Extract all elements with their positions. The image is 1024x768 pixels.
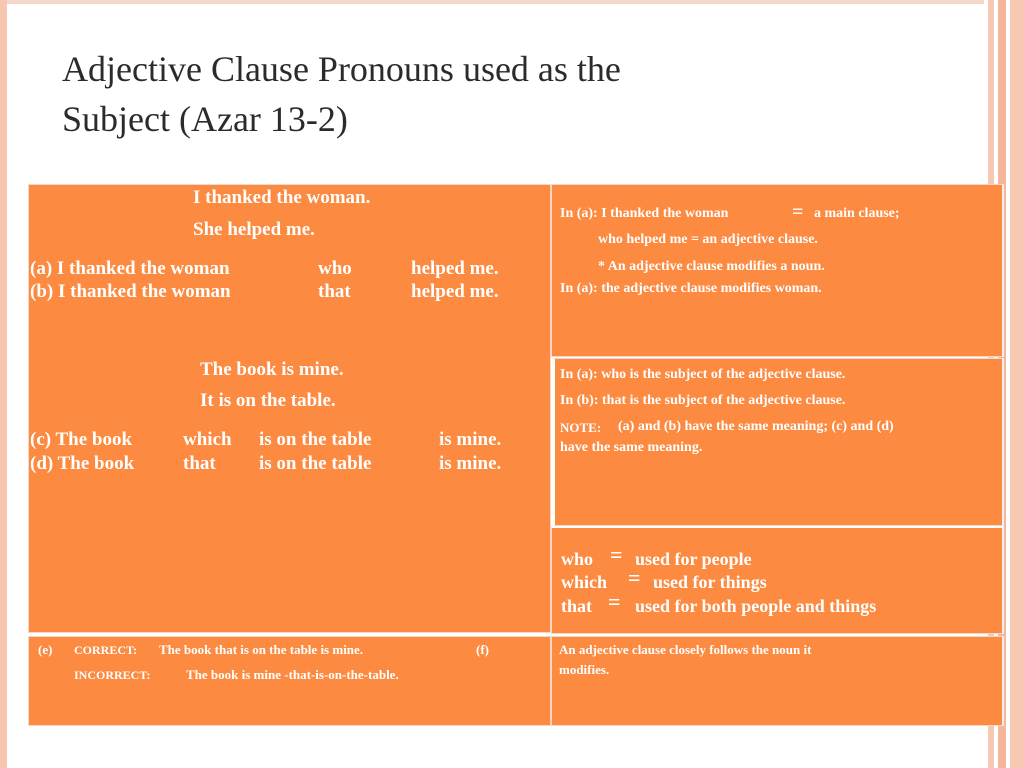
- sentence-4: It is on the table.: [200, 390, 336, 411]
- r2-line1: In (a): who is the subject of the adjective clause.: [560, 367, 846, 382]
- rule-line1: An adjective clause closely follows the noun it: [559, 642, 812, 657]
- r1-line1-end: a main clause;: [814, 206, 900, 221]
- which-definition: used for things: [653, 572, 767, 592]
- r1-line4: In (a): the adjective clause modifies woman.: [560, 281, 822, 296]
- example-b-pronoun: that: [318, 281, 351, 302]
- r2-note-label: NOTE:: [560, 420, 602, 435]
- example-d-pronoun: that: [183, 453, 216, 474]
- r1-equals-sign: =: [792, 201, 804, 223]
- examples-panel: [28, 184, 551, 633]
- r2-note-line2: have the same meaning.: [560, 440, 703, 455]
- slide-title: [62, 44, 942, 144]
- example-d-label: (d) The book: [30, 453, 135, 474]
- example-f-label: (f): [476, 642, 489, 657]
- sentence-1: I thanked the woman.: [193, 187, 371, 208]
- placement-rule: [551, 636, 1004, 726]
- left-border-decoration: [0, 0, 7, 768]
- correct-label: CORRECT:: [74, 643, 138, 657]
- which-equals: =: [628, 565, 641, 590]
- subject-explanation: [551, 358, 1004, 526]
- title-line-1: Adjective Clause Pronouns used as the: [62, 49, 621, 89]
- example-d-rest: is mine.: [439, 453, 502, 474]
- example-c-middle: is on the table: [259, 429, 372, 450]
- rule-line2: modifies.: [559, 662, 610, 677]
- r2-note-line1: (a) and (b) have the same meaning; (c) and (d): [618, 419, 894, 434]
- example-c-rest: is mine.: [439, 429, 502, 450]
- pronoun-usage-summary: [551, 526, 1004, 634]
- example-c-pronoun: which: [183, 429, 232, 450]
- title-line-2: Subject (Azar 13-2): [62, 99, 348, 139]
- incorrect-label: INCORRECT:: [74, 668, 151, 682]
- example-c-label: (c) The book: [30, 429, 133, 450]
- which-label: which: [561, 572, 608, 592]
- incorrect-text: The book is mine -that-is-on-the-table.: [186, 667, 399, 682]
- top-border: [0, 0, 1024, 4]
- r1-line2: who helped me = an adjective clause.: [598, 232, 818, 247]
- sentence-2: She helped me.: [193, 219, 315, 240]
- example-b-rest: helped me.: [411, 281, 499, 302]
- sentence-3: The book is mine.: [200, 359, 344, 380]
- example-a-pronoun: who: [318, 258, 352, 279]
- that-definition: used for both people and things: [635, 596, 877, 616]
- who-label: who: [561, 549, 594, 569]
- example-e-label: (e): [38, 642, 53, 657]
- example-b-label: (b) I thanked the woman: [30, 281, 231, 302]
- correct-incorrect-examples: [28, 636, 551, 726]
- that-equals: =: [608, 589, 621, 614]
- example-d-middle: is on the table: [259, 453, 372, 474]
- r1-line1-start: In (a): I thanked the woman: [560, 206, 729, 221]
- that-label: that: [561, 596, 592, 616]
- main-clause-explanation: [551, 184, 1004, 357]
- r2-line2: In (b): that is the subject of the adjective clause.: [560, 393, 846, 408]
- example-a-label: (a) I thanked the woman: [30, 258, 230, 279]
- who-equals: =: [610, 542, 623, 567]
- who-definition: used for people: [635, 549, 752, 569]
- correct-text: The book that is on the table is mine.: [159, 642, 364, 657]
- r1-line3: * An adjective clause modifies a noun.: [598, 259, 825, 274]
- example-a-rest: helped me.: [411, 258, 499, 279]
